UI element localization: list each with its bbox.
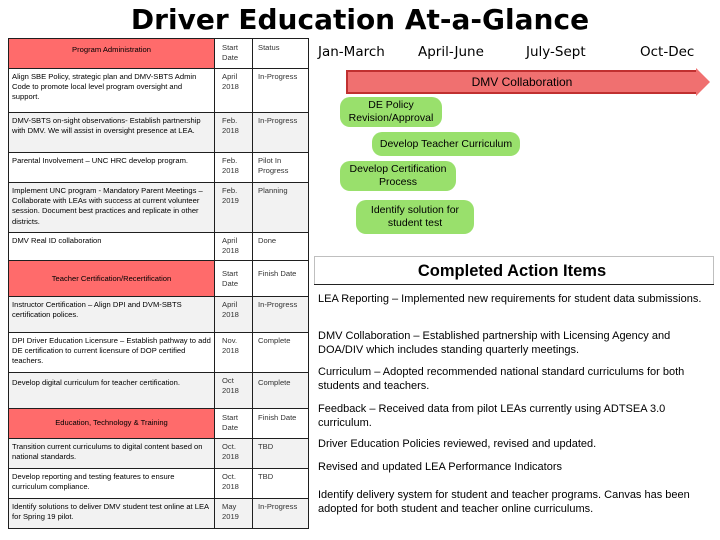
table-row <box>9 69 309 113</box>
table-row <box>9 297 309 333</box>
section-title: Teacher Certification/Recertification <box>9 261 215 297</box>
row-start: April 2018 <box>215 297 253 333</box>
completed-item: LEA Reporting – Implemented new requirements for student data submissions. <box>318 293 702 305</box>
row-description: DMV Real ID collaboration <box>9 233 215 261</box>
table-row <box>9 183 309 233</box>
row-start: May 2019 <box>215 499 253 529</box>
row-description: DPI Driver Education Licensure – Establish pathway to add DE certification to current licensure of DOP certified teachers. <box>9 333 215 373</box>
table-row <box>9 333 309 373</box>
row-start: April 2018 <box>215 69 253 113</box>
completed-item: Identify delivery system for student and teacher programs. Canvas has been adopted for both student and teacher online curriculums. <box>318 489 690 515</box>
page-title: Driver Education At-a-Glance <box>130 3 590 36</box>
row-start: April 2018 <box>215 233 253 261</box>
row-start: Feb. 2019 <box>215 183 253 233</box>
milestone-certification-process: Develop Certification Process <box>340 161 456 191</box>
row-description: Develop digital curriculum for teacher certification. <box>9 373 215 409</box>
table-header <box>9 409 309 439</box>
row-status: Complete <box>253 373 309 409</box>
row-status: Done <box>253 233 309 261</box>
table-row <box>9 113 309 153</box>
row-description: Implement UNC program - Mandatory Parent Meetings – Collaborate with LEAs with success at current volunteer session. Document best practices and replicate in other districts. <box>9 183 215 233</box>
row-status: Planning <box>253 183 309 233</box>
row-description: DMV-SBTS on-sight observations- Establish partnership with DMV. We will assist in oversight presence at LEA. <box>9 113 215 153</box>
table-row <box>9 153 309 183</box>
quarter-label: Jan-March <box>318 44 385 60</box>
completed-box-border <box>314 256 714 284</box>
row-description: Develop reporting and testing features to ensure curriculum compliance. <box>9 469 215 499</box>
quarter-label: Oct-Dec <box>640 44 695 60</box>
milestone-teacher-curriculum: Develop Teacher Curriculum <box>372 132 520 156</box>
milestone-student-test: Identify solution for student test <box>356 200 474 234</box>
row-description: Parental Involvement – UNC HRC develop program. <box>9 153 215 183</box>
table-row <box>9 373 309 409</box>
completed-item: DMV Collaboration – Established partnership with Licensing Agency and DOA/DIV which includes standing quarterly meetings. <box>318 330 671 356</box>
start-date-header: Start Date <box>215 261 253 297</box>
row-status: In-Progress <box>253 113 309 153</box>
row-status: In-Progress <box>253 69 309 113</box>
table-row <box>9 233 309 261</box>
table-header <box>9 261 309 297</box>
arrow-head-icon <box>696 68 710 96</box>
table-row <box>9 439 309 469</box>
section-title: Program Administration <box>9 39 215 69</box>
finish-date-header: Finish Date <box>253 409 309 439</box>
quarter-label: July-Sept <box>526 44 586 60</box>
row-description: Identify solutions to deliver DMV student test online at LEA for Spring 19 pilot. <box>9 499 215 529</box>
status-header: Status <box>253 39 309 69</box>
row-status: TBD <box>253 469 309 499</box>
initiatives-table <box>8 38 309 529</box>
table-row <box>9 499 309 529</box>
row-description: Align SBE Policy, strategic plan and DMV-SBTS Admin Code to promote local level program oversight and support. <box>9 69 215 113</box>
row-status: Pilot In Progress <box>253 153 309 183</box>
row-start: Oct. 2018 <box>215 469 253 499</box>
divider <box>314 284 714 285</box>
row-status: In-Progress <box>253 297 309 333</box>
row-start: Oct. 2018 <box>215 439 253 469</box>
row-status: In-Progress <box>253 499 309 529</box>
table-header <box>9 39 309 69</box>
start-date-header: Start Date <box>215 39 253 69</box>
row-start: Oct 2018 <box>215 373 253 409</box>
row-start: Feb. 2018 <box>215 113 253 153</box>
row-start: Nov. 2018 <box>215 333 253 373</box>
start-date-header: Start Date <box>215 409 253 439</box>
completed-item: Revised and updated LEA Performance Indicators <box>318 461 562 473</box>
row-description: Transition current curriculums to digital content based on national standards. <box>9 439 215 469</box>
arrow-label: DMV Collaboration <box>471 75 573 89</box>
table-row <box>9 469 309 499</box>
completed-item: Curriculum – Adopted recommended national standard curriculums for both students and teachers. <box>318 366 685 392</box>
quarter-label: April-June <box>418 44 484 60</box>
row-start: Feb. 2018 <box>215 153 253 183</box>
completed-item: Feedback – Received data from pilot LEAs currently using ADTSEA 3.0 curriculum. <box>318 403 666 429</box>
row-description: Instructor Certification – Align DPI and DVM-SBTS certification polices. <box>9 297 215 333</box>
finish-date-header: Finish Date <box>253 261 309 297</box>
row-status: Complete <box>253 333 309 373</box>
completed-item: Driver Education Policies reviewed, revised and updated. <box>318 438 597 450</box>
completed-heading: Completed Action Items <box>417 262 607 280</box>
section-title: Education, Technology & Training <box>9 409 215 439</box>
row-status: TBD <box>253 439 309 469</box>
milestone-policy-revision: DE Policy Revision/Approval <box>340 97 442 127</box>
